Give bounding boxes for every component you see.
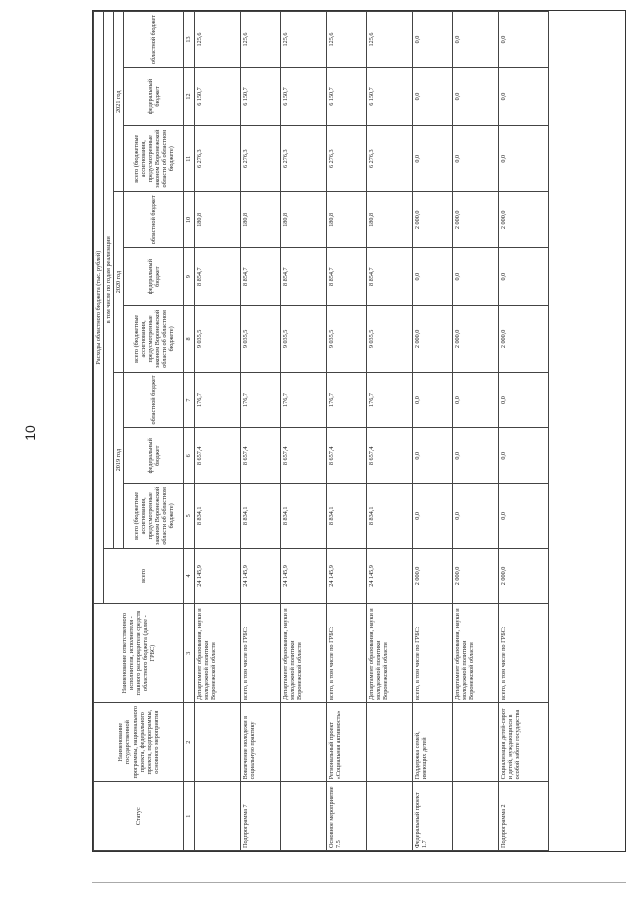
header-regional-2021: областной бюджет: [124, 12, 184, 68]
row-value: 0,0: [412, 248, 452, 306]
row-value: 0,0: [412, 372, 452, 428]
row-value: 2 000,0: [412, 306, 452, 373]
row-value: 9 035,5: [366, 306, 412, 373]
table-row: [412, 12, 452, 851]
row-value: 8 834,1: [194, 484, 240, 548]
column-index: 2: [184, 702, 194, 781]
row-value: 176,7: [326, 372, 366, 428]
row-name: Поддержка семей, имеющих детей: [412, 702, 452, 781]
row-value: 8 854,7: [366, 248, 412, 306]
header-allocations-2020: всего (бюджетные ассигнования, предусмотренные законом Воронежской области об областном бюджете): [124, 306, 184, 373]
row-value: 6 276,3: [240, 125, 280, 192]
row-value: 2 000,0: [452, 192, 498, 248]
column-index: 6: [184, 428, 194, 484]
row-value: 9 035,5: [240, 306, 280, 373]
column-index: 5: [184, 484, 194, 548]
row-value: 0,0: [452, 125, 498, 192]
row-value: 8 657,4: [280, 428, 326, 484]
row-name: Социализация детей-сирот и детей, нуждающихся в особой заботе государства: [498, 702, 548, 781]
header-status: Статус: [94, 782, 184, 851]
row-executor: Департамент образования, науки и молодежной политики Воронежской области: [452, 604, 498, 703]
row-value: 0,0: [412, 428, 452, 484]
header-federal-2021: федеральный бюджет: [124, 68, 184, 126]
row-name: [366, 702, 412, 781]
row-name: [280, 702, 326, 781]
header-year-2021: 2021 год: [114, 12, 124, 192]
row-value: 176,7: [240, 372, 280, 428]
row-value: 9 035,5: [194, 306, 240, 373]
row-value: 125,6: [366, 12, 412, 68]
column-index: 10: [184, 192, 194, 248]
row-value: 0,0: [498, 12, 548, 68]
row-value: 0,0: [452, 248, 498, 306]
row-value: 24 145,9: [194, 548, 240, 604]
row-value: 9 035,5: [326, 306, 366, 373]
row-value: 2 000,0: [452, 548, 498, 604]
column-index: 3: [184, 604, 194, 703]
row-value: 2 000,0: [412, 548, 452, 604]
row-value: 6 276,3: [366, 125, 412, 192]
row-value: 0,0: [498, 484, 548, 548]
header-federal-2020: федеральный бюджет: [124, 248, 184, 306]
column-index: 12: [184, 68, 194, 126]
table-row: [194, 12, 240, 851]
column-index: 13: [184, 12, 194, 68]
row-value: 8 854,7: [240, 248, 280, 306]
column-index: 8: [184, 306, 194, 373]
row-value: 24 145,9: [280, 548, 326, 604]
column-index: 4: [184, 548, 194, 604]
row-value: 180,8: [366, 192, 412, 248]
row-executor: всего, в том числе по ГРБС:: [412, 604, 452, 703]
row-value: 2 000,0: [498, 548, 548, 604]
row-value: 0,0: [452, 68, 498, 126]
page-bottom-rule: [92, 882, 626, 883]
row-value: 8 834,1: [366, 484, 412, 548]
header-federal-2019: федеральный бюджет: [124, 428, 184, 484]
row-status: Подпрограмма 2: [498, 782, 548, 851]
row-value: 125,6: [194, 12, 240, 68]
row-value: 0,0: [452, 372, 498, 428]
row-status: [280, 782, 326, 851]
row-value: 6 276,3: [326, 125, 366, 192]
row-status: Федеральный проект 1.7: [412, 782, 452, 851]
column-index-row: [184, 12, 194, 851]
table-row: [366, 12, 412, 851]
table-row: [240, 12, 280, 851]
table-row: [326, 12, 366, 851]
column-index: 7: [184, 372, 194, 428]
row-status: [366, 782, 412, 851]
table-row: [452, 12, 498, 851]
row-value: 6 150,7: [280, 68, 326, 126]
header-year-2020: 2020 год: [114, 192, 124, 372]
row-value: 9 035,5: [280, 306, 326, 373]
row-value: 0,0: [498, 68, 548, 126]
row-value: 0,0: [412, 484, 452, 548]
row-value: 6 150,7: [326, 68, 366, 126]
row-status: [194, 782, 240, 851]
row-name: [452, 702, 498, 781]
row-name: [194, 702, 240, 781]
header-name: Наименование государственной программы, национального проекта, федерального проекта, подпрограммы, основного мероприятия: [94, 702, 184, 781]
row-status: [452, 782, 498, 851]
row-value: 0,0: [452, 12, 498, 68]
row-value: 0,0: [498, 428, 548, 484]
row-value: 176,7: [366, 372, 412, 428]
row-value: 0,0: [412, 68, 452, 126]
budget-table: [93, 11, 549, 851]
header-allocations-2019: всего (бюджетные ассигнования, предусмотренные законом Воронежской области об областном бюджете): [124, 484, 184, 548]
header-regional-2019: областной бюджет: [124, 372, 184, 428]
row-value: 0,0: [412, 12, 452, 68]
header-executor: Наименование ответственного исполнителя, исполнителя - главного распорядителя средств областного бюджета (далее - ГРБС): [94, 604, 184, 703]
row-value: 6 276,3: [194, 125, 240, 192]
table-row: [498, 12, 548, 851]
row-value: 125,6: [326, 12, 366, 68]
row-value: 0,0: [498, 248, 548, 306]
rotated-table-container: [93, 11, 625, 851]
row-value: 8 834,1: [280, 484, 326, 548]
row-value: 8 854,7: [194, 248, 240, 306]
header-by-years: в том числе по годам реализации: [104, 12, 114, 549]
row-value: 125,6: [280, 12, 326, 68]
row-value: 8 834,1: [240, 484, 280, 548]
header-year-2019: 2019 год: [114, 372, 124, 548]
row-value: 0,0: [452, 428, 498, 484]
header-expenses: Расходы областного бюджета (тыс. рублей): [94, 12, 104, 604]
row-status: Подпрограмма 7: [240, 782, 280, 851]
row-value: 125,6: [240, 12, 280, 68]
row-value: 24 145,9: [326, 548, 366, 604]
row-value: 6 276,3: [280, 125, 326, 192]
row-value: 24 145,9: [366, 548, 412, 604]
row-value: 2 000,0: [452, 306, 498, 373]
table-row: [280, 12, 326, 851]
row-value: 0,0: [412, 125, 452, 192]
header-total: всего: [104, 548, 184, 604]
row-executor: всего, в том числе по ГРБС:: [498, 604, 548, 703]
row-value: 180,8: [240, 192, 280, 248]
row-executor: Департамент образования, науки и молодежной политики Воронежской области: [194, 604, 240, 703]
row-value: 176,7: [194, 372, 240, 428]
page-number: 10: [21, 425, 38, 441]
table-sheet: [92, 10, 626, 852]
row-value: 6 150,7: [194, 68, 240, 126]
row-value: 180,8: [194, 192, 240, 248]
row-value: 0,0: [498, 372, 548, 428]
row-value: 180,8: [326, 192, 366, 248]
row-value: 8 657,4: [194, 428, 240, 484]
row-value: 180,8: [280, 192, 326, 248]
row-value: 6 150,7: [366, 68, 412, 126]
row-value: 8 834,1: [326, 484, 366, 548]
row-executor: всего, в том числе по ГРБС:: [326, 604, 366, 703]
row-executor: Департамент образования, науки и молодежной политики Воронежской области: [366, 604, 412, 703]
row-value: 2 000,0: [412, 192, 452, 248]
row-value: 8 657,4: [326, 428, 366, 484]
row-name: Региональный проект «Социальная активность»: [326, 702, 366, 781]
row-value: 8 657,4: [366, 428, 412, 484]
row-executor: всего, в том числе по ГРБС:: [240, 604, 280, 703]
row-value: 0,0: [452, 484, 498, 548]
column-index: 11: [184, 125, 194, 192]
row-value: 176,7: [280, 372, 326, 428]
row-value: 24 145,9: [240, 548, 280, 604]
column-index: 9: [184, 248, 194, 306]
column-index: 1: [184, 782, 194, 851]
row-value: 8 854,7: [280, 248, 326, 306]
row-value: 2 000,0: [498, 192, 548, 248]
header-allocations-2021: всего (бюджетные ассигнования, предусмотренные законом Воронежской области об областном бюджете): [124, 125, 184, 192]
row-value: 6 150,7: [240, 68, 280, 126]
row-executor: Департамент образования, науки и молодежной политики Воронежской области: [280, 604, 326, 703]
row-status: Основное мероприятие 7.5: [326, 782, 366, 851]
header-regional-2020: областной бюджет: [124, 192, 184, 248]
row-value: 8 657,4: [240, 428, 280, 484]
row-value: 0,0: [498, 125, 548, 192]
row-value: 8 854,7: [326, 248, 366, 306]
row-name: Вовлечение молодежи в социальную практику: [240, 702, 280, 781]
row-value: 2 000,0: [498, 306, 548, 373]
